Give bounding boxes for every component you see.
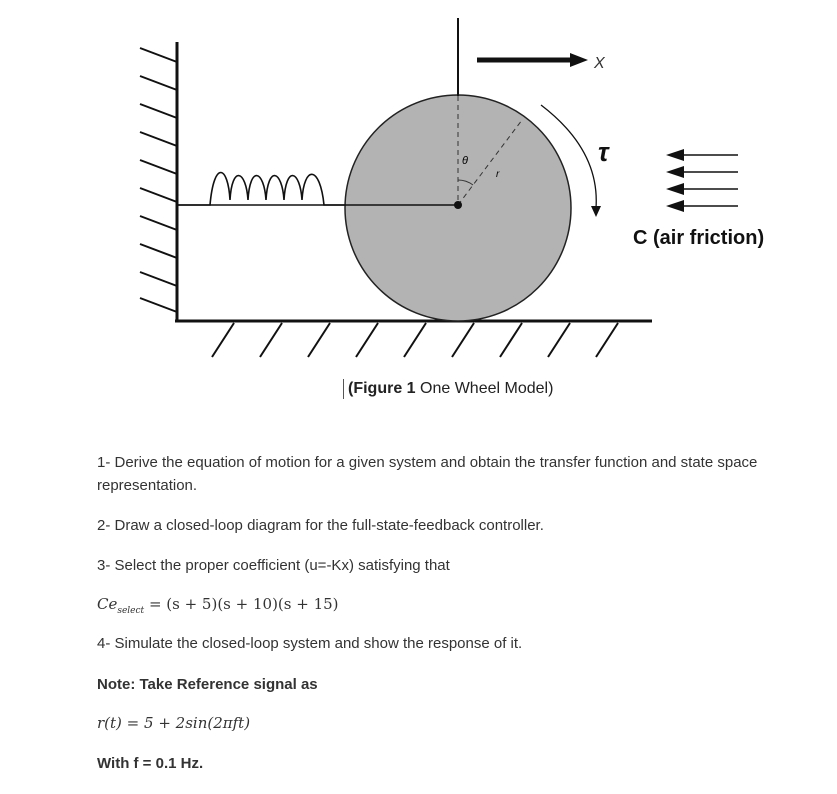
ref-rhs: = 5 + 2sin(2πft) (121, 714, 251, 732)
x-arrow-head (570, 53, 588, 67)
ce-subscript: select (117, 606, 145, 616)
air-friction-arrows (666, 149, 738, 212)
note-title: Note: Take Reference signal as (97, 676, 318, 693)
question-4: 4- Simulate the closed-loop system and show the response of it. (97, 635, 523, 652)
question-3: 3- Select the proper coefficient (u=-Kx) satisfying that (97, 557, 450, 574)
figure-caption (343, 379, 553, 399)
x-axis-label: X (594, 55, 605, 72)
ground-hatching (212, 323, 618, 357)
ref-lhs: r(t) (97, 714, 122, 732)
frequency-note: With f = 0.1 Hz. (97, 755, 204, 772)
question-2: 2- Draw a closed-loop diagram for the full-state-feedback controller. (97, 517, 544, 534)
torque-label: τ (598, 137, 609, 167)
torque-arrow-head (591, 206, 601, 217)
caption-rest: One Wheel Model) (415, 380, 554, 397)
wheel-center (454, 201, 462, 209)
theta-label: θ (462, 155, 468, 167)
caption-bold: (Figure 1 (348, 380, 416, 397)
radius-label: r (496, 169, 500, 180)
characteristic-equation (97, 593, 817, 623)
wall-hatching (140, 48, 177, 312)
ce-rhs: = (s + 5)(s + 10)(s + 15) (144, 595, 339, 613)
ce-base: Ce (97, 595, 118, 613)
air-friction-label: C (air friction) (633, 227, 765, 249)
question-1: 1- Derive the equation of motion for a given system and obtain the transfer function and state space representation. (97, 454, 758, 494)
reference-signal (97, 712, 817, 735)
